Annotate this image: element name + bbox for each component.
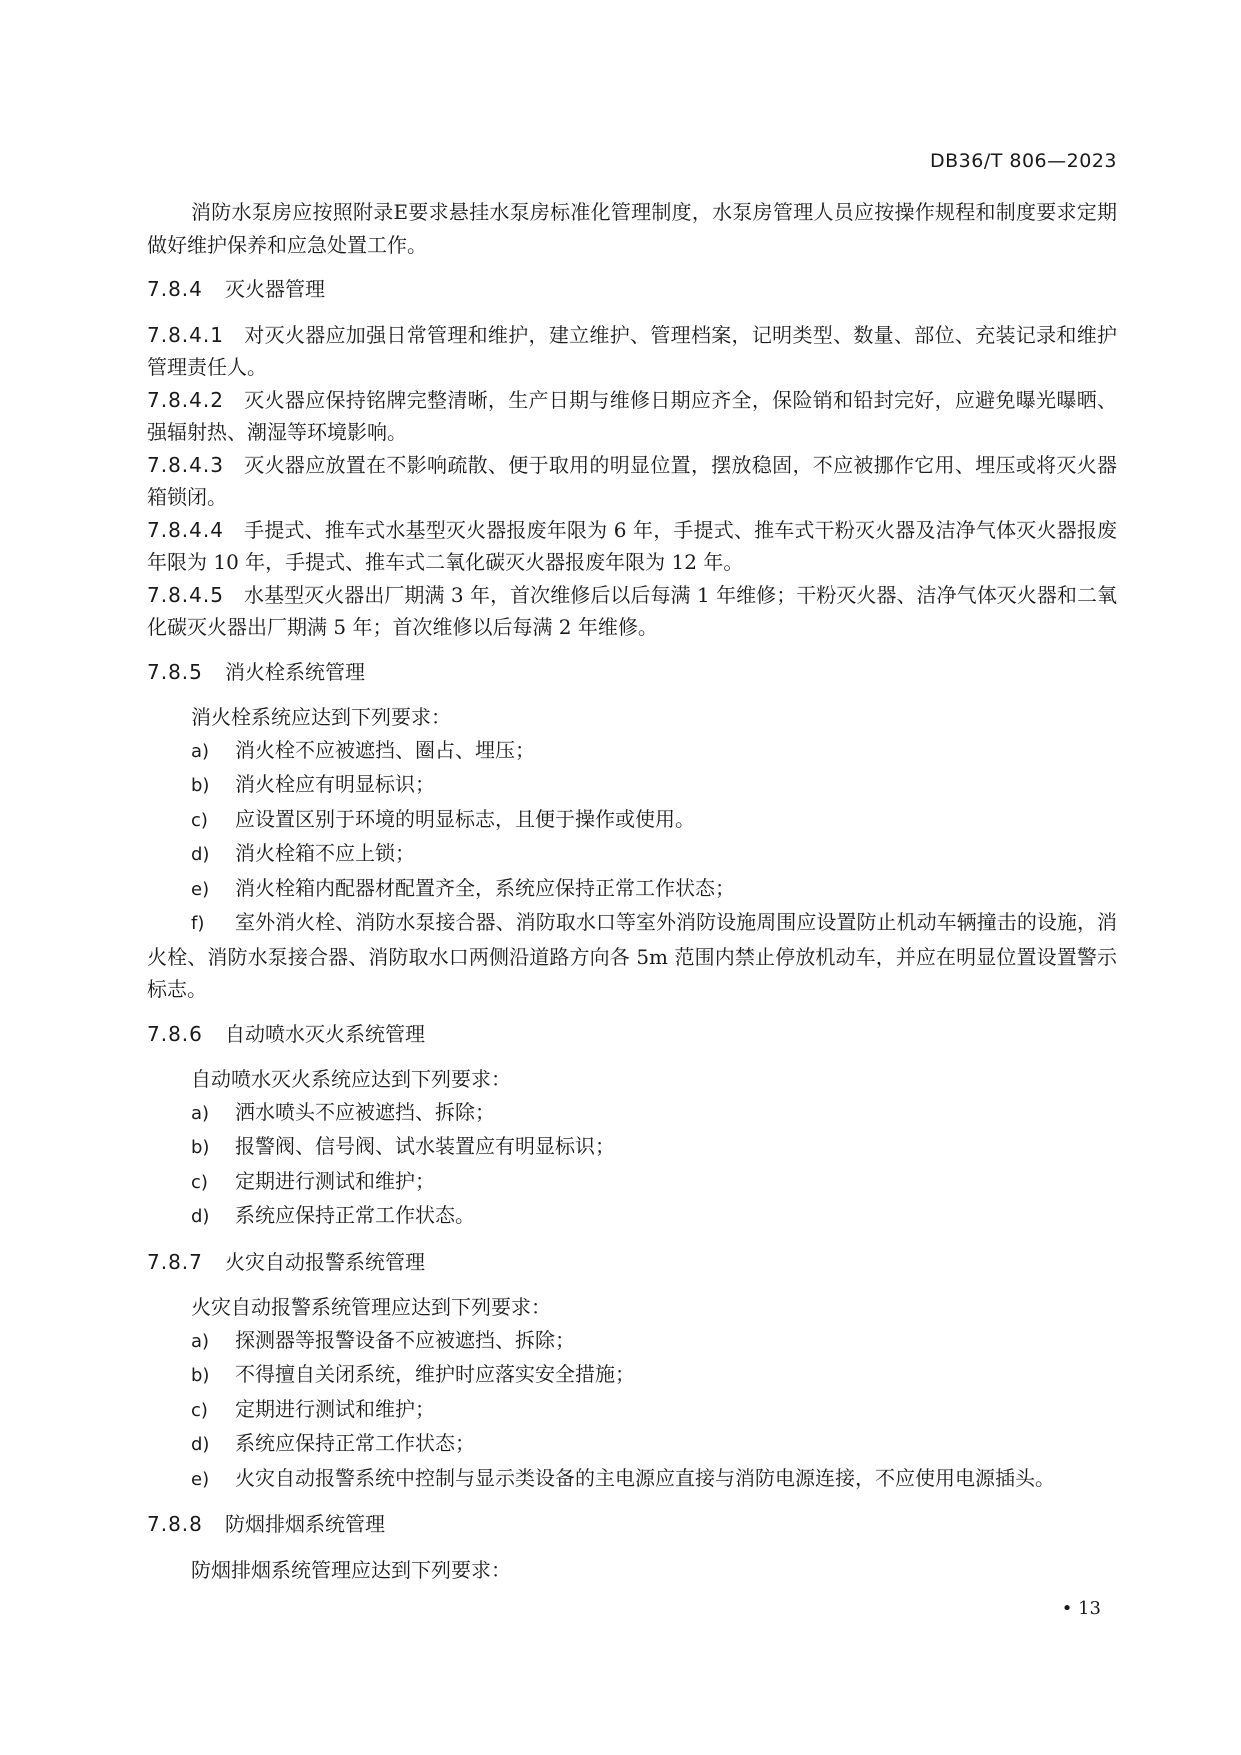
list-item: d) 消火栓箱不应上锁； [191, 841, 415, 865]
section-title: 灭火器管理 [225, 277, 325, 301]
list-item: a) 洒水喷头不应被遮挡、拆除； [191, 1099, 495, 1124]
document-id: DB36/T 806—2023 [929, 150, 1117, 172]
section-heading-7-8-5 [147, 656, 1117, 689]
list-item: c) 定期进行测试和维护； [191, 1396, 435, 1421]
section-heading-7-8-7 [147, 1246, 1117, 1279]
section-title: 火灾自动报警系统管理 [225, 1249, 425, 1274]
section-number: 7.8.8 [147, 1512, 203, 1536]
section-heading-7-8-6 [147, 1018, 1117, 1051]
list-item: c) 定期进行测试和维护； [191, 1168, 435, 1193]
section-number: 7.8.6 [147, 1021, 203, 1046]
page-number: • 13 [1061, 1598, 1101, 1619]
list-item: a) 探测器等报警设备不应被遮挡、拆除； [191, 1327, 575, 1352]
list-item: a) 消火栓不应被遮挡、圈占、埋压； [191, 737, 535, 762]
section-number: 7.8.7 [147, 1249, 203, 1274]
list-item: d) 系统应保持正常工作状态。 [191, 1203, 475, 1227]
document-body [147, 196, 1117, 1586]
section-lead: 自动喷水灭火系统应达到下列要求： [191, 1067, 511, 1091]
list-item: c) 应设置区别于环境的明显标志，且便于操作或使用。 [191, 806, 695, 831]
section-number: 7.8.4 [147, 277, 203, 301]
list-item: f) 室外消火栓、消防水泵接合器、消防取水口等室外消防设施周围应设置防止机动车辆撞击的设施，消火栓、消防水泵接合器、消防取水口两侧沿道路方向各 5m 范围内禁止停放机动车，并应在明显位置设置警示标志。 [147, 910, 1117, 1001]
clause-7-8-4-5: 7.8.4.5 水基型灭火器出厂期满 3 年，首次维修后以后每满 1 年维修；干粉灭火器、洁净气体灭火器和二氧化碳灭火器出厂期满 5 年；首次维修以后每满 2 年维修。 [147, 582, 1117, 639]
list-item: e) 消火栓箱内配器材配置齐全，系统应保持正常工作状态； [191, 875, 735, 900]
intro-paragraph: 消防水泵房应按照附录E要求悬挂水泵房标准化管理制度，水泵房管理人员应按操作规程和制度要求定期做好维护保养和应急处置工作。 [147, 200, 1117, 257]
section-title: 防烟排烟系统管理 [225, 1512, 385, 1536]
section-lead: 火灾自动报警系统管理应达到下列要求： [191, 1295, 551, 1319]
clause-7-8-4-2: 7.8.4.2 灭火器应保持铭牌完整清晰，生产日期与维修日期应齐全，保险销和铅封完好，应避免曝光曝晒、强辐射热、潮湿等环境影响。 [147, 387, 1117, 444]
section-lead: 消火栓系统应达到下列要求： [191, 705, 451, 729]
list-item: b) 消火栓应有明显标识； [191, 772, 435, 796]
list-item: b) 不得擅自关闭系统，维护时应落实安全措施； [191, 1362, 635, 1386]
section-title: 自动喷水灭火系统管理 [225, 1021, 425, 1046]
section-heading-7-8-8 [147, 1508, 1117, 1541]
clause-7-8-4-1: 7.8.4.1 对灭火器应加强日常管理和维护，建立维护、管理档案，记明类型、数量、部位、充装记录和维护管理责任人。 [147, 322, 1117, 379]
list-item: e) 火灾自动报警系统中控制与显示类设备的主电源应直接与消防电源连接，不应使用电源插头。 [191, 1465, 1055, 1490]
section-title: 消火栓系统管理 [225, 659, 365, 684]
list-item: b) 报警阀、信号阀、试水装置应有明显标识； [191, 1134, 615, 1158]
clause-7-8-4-4: 7.8.4.4 手提式、推车式水基型灭火器报废年限为 6 年，手提式、推车式干粉灭火器及洁净气体灭火器报废年限为 10 年，手提式、推车式二氧化碳灭火器报废年限为 12 年。 [147, 517, 1117, 574]
section-heading-7-8-4 [147, 273, 1117, 306]
clause-7-8-4-3: 7.8.4.3 灭火器应放置在不影响疏散、便于取用的明显位置，摆放稳固，不应被挪作它用、埋压或将灭火器箱锁闭。 [147, 452, 1117, 509]
section-number: 7.8.5 [147, 659, 203, 684]
list-item: d) 系统应保持正常工作状态； [191, 1431, 475, 1455]
section-lead: 防烟排烟系统管理应达到下列要求： [191, 1557, 511, 1582]
